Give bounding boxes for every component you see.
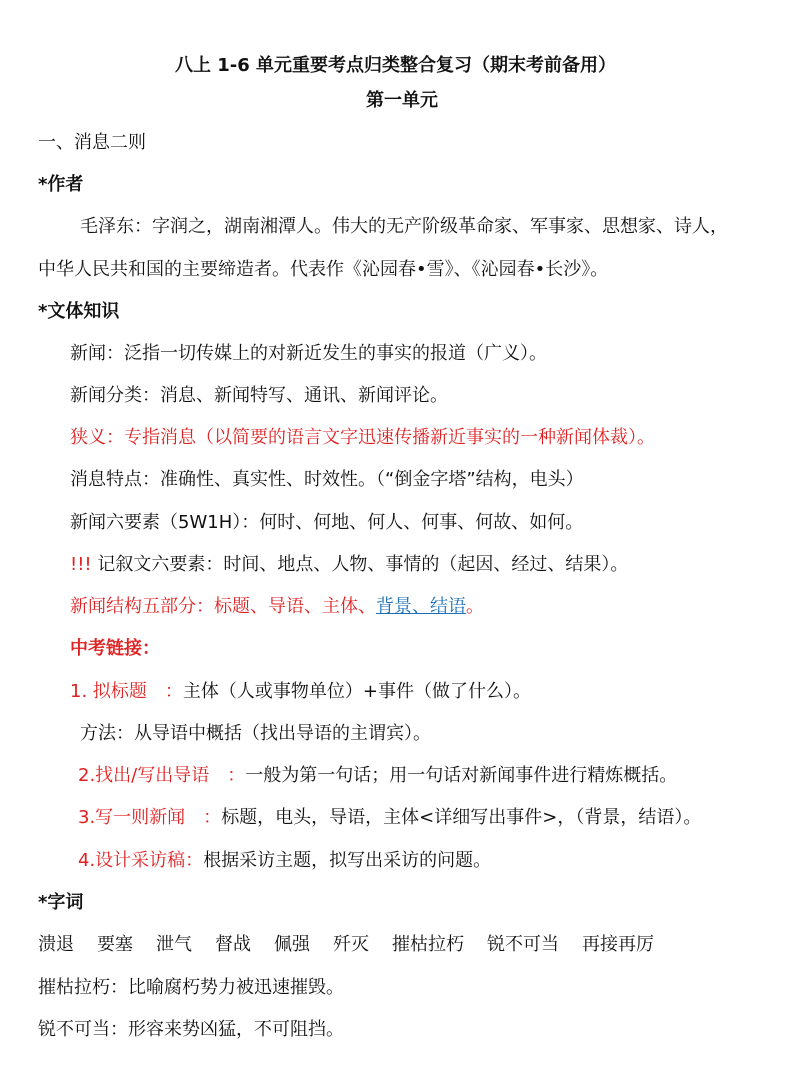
author-heading: *作者 bbox=[38, 174, 84, 195]
narrative-six-text: 记叙文六要素：时间、地点、人物、事情的（起因、经过、结果）。 bbox=[91, 554, 629, 575]
word-item: 泄气 bbox=[156, 934, 192, 955]
word-item: 锐不可当 bbox=[487, 934, 559, 955]
unit-heading: 第一单元 bbox=[366, 90, 438, 111]
document-title: 八上 1-6 单元重要考点归类整合复习（期末考前备用） bbox=[175, 55, 617, 76]
word-item: 督战 bbox=[215, 934, 251, 955]
zk-item-2 bbox=[78, 764, 677, 788]
genre-heading: *文体知识 bbox=[38, 301, 120, 322]
news-definition: 新闻：泛指一切传媒上的对新近发生的事实的报道（广义）。 bbox=[70, 343, 547, 364]
zk-item-3-text: 标题，电头，导语，主体<详细写出事件>，（背景，结语）。 bbox=[221, 807, 702, 828]
zk-item-3-label: 3.写一则新闻 ： bbox=[78, 807, 222, 828]
narrow-definition: 狭义：专指消息（以简要的语言文字迅速传播新近事实的一种新闻体裁）。 bbox=[70, 427, 655, 448]
zk-item-1-method: 方法：从导语中概括（找出导语的主谓宾）。 bbox=[80, 723, 431, 744]
news-types: 新闻分类：消息、新闻特写、通讯、新闻评论。 bbox=[70, 385, 448, 406]
exclamation-mark: !!! bbox=[70, 554, 92, 575]
structure-end: 。 bbox=[466, 596, 484, 617]
zk-item-4-label: 4.设计采访稿： bbox=[78, 850, 204, 871]
zk-item-2-label: 2.找出/写出导语 ： bbox=[78, 765, 246, 786]
section-heading: 一、消息二则 bbox=[38, 132, 146, 153]
zk-item-4-text: 根据采访主题，拟写出采访的问题。 bbox=[203, 850, 492, 871]
word-item: 歼灭 bbox=[333, 934, 369, 955]
news-structure bbox=[70, 595, 484, 619]
structure-prefix: 新闻结构五部分：标题、导语、主体、 bbox=[70, 596, 376, 617]
structure-underlined: 背景、结语 bbox=[376, 596, 466, 617]
word-item: 要塞 bbox=[97, 934, 133, 955]
zk-item-4 bbox=[78, 849, 491, 873]
news-six-elements: 新闻六要素（5W1H）：何时、何地、何人、何事、何故、如何。 bbox=[70, 512, 584, 533]
zk-item-2-text: 一般为第一句话；用一句话对新闻事件进行精炼概括。 bbox=[245, 765, 678, 786]
word-list bbox=[38, 933, 654, 957]
word-item: 佩强 bbox=[274, 934, 310, 955]
word-item: 溃退 bbox=[38, 934, 74, 955]
narrative-six-elements bbox=[70, 553, 628, 577]
author-text-line2: 中华人民共和国的主要缔造者。代表作《沁园春•雪》、《沁园春•长沙》。 bbox=[38, 259, 609, 280]
definition-1: 摧枯拉朽：比喻腐朽势力被迅速摧毁。 bbox=[38, 977, 344, 998]
zk-item-3 bbox=[78, 806, 701, 830]
word-item: 摧枯拉朽 bbox=[392, 934, 464, 955]
author-text-line1: 毛泽东：字润之，湖南湘潭人。伟大的无产阶级革命家、军事家、思想家、诗人， bbox=[80, 216, 728, 237]
word-item: 再接再厉 bbox=[582, 934, 654, 955]
zhongkao-heading: 中考链接： bbox=[70, 638, 160, 659]
news-features: 消息特点：准确性、真实性、时效性。（“倒金字塔”结构，电头） bbox=[70, 469, 584, 490]
zk-item-1-text: 主体（人或事物单位）+事件（做了什么）。 bbox=[182, 681, 531, 702]
words-heading: *字词 bbox=[38, 892, 84, 913]
zk-item-1 bbox=[70, 680, 531, 704]
zk-item-1-label: 1. 拟标题 ： bbox=[70, 681, 183, 702]
definition-2: 锐不可当：形容来势凶猛，不可阻挡。 bbox=[38, 1019, 344, 1040]
